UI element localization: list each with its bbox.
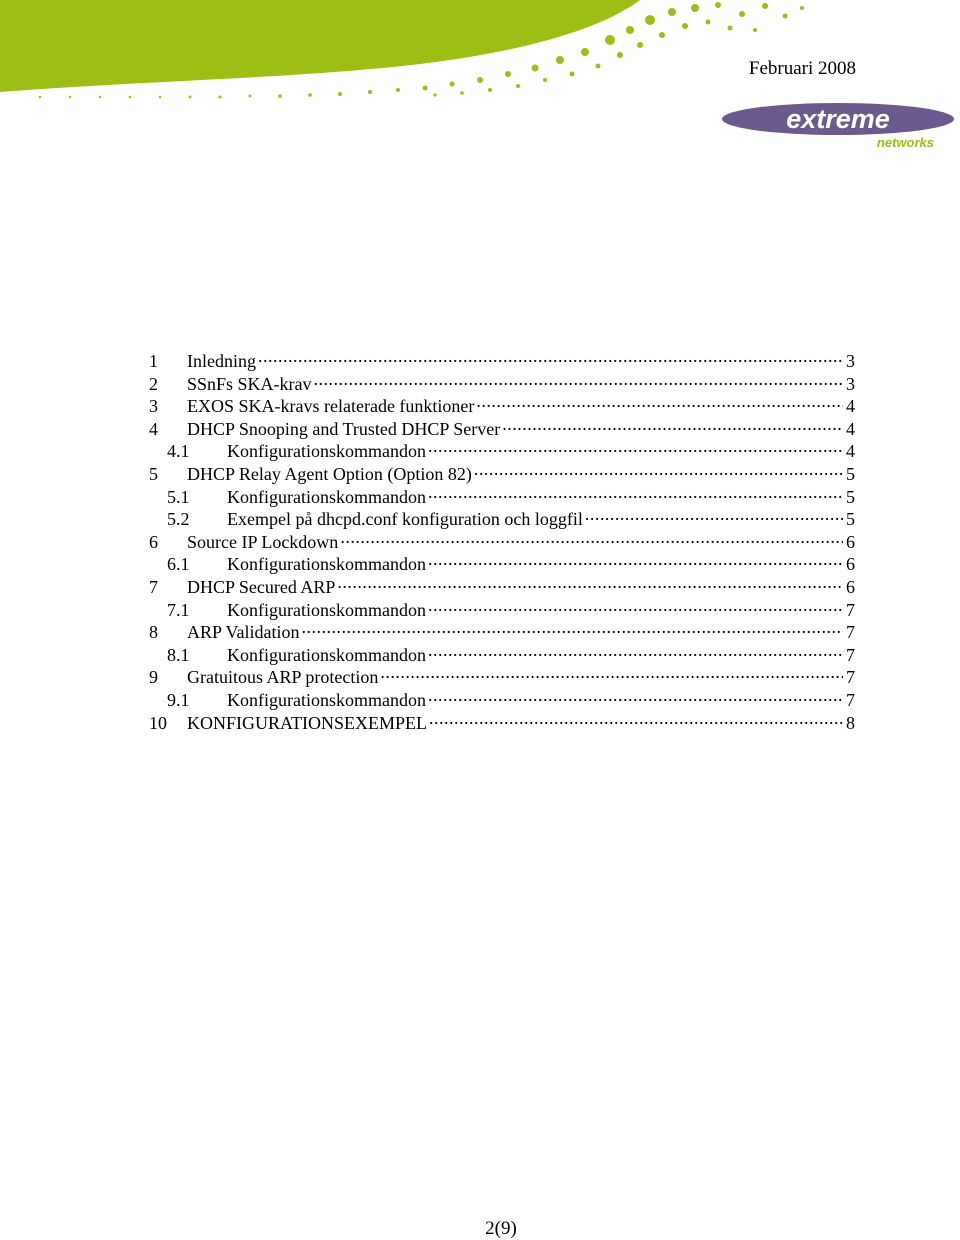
- toc-entry-page: 5: [846, 509, 855, 530]
- toc-entry-page: 4: [846, 396, 855, 417]
- extreme-networks-logo: [722, 95, 960, 153]
- toc-entry-number: 6: [149, 531, 158, 552]
- toc-entry-page: 8: [846, 712, 855, 733]
- toc-entry-page: 7: [846, 599, 855, 620]
- table-of-contents: [149, 345, 855, 733]
- toc-entry-title: Konfigurationskommandon: [227, 689, 426, 710]
- toc-entry-number: 5: [149, 463, 158, 484]
- toc-entry-number: 8.1: [167, 644, 190, 665]
- toc-entry-page: 6: [846, 531, 855, 552]
- toc-entry-page: 4: [846, 441, 855, 462]
- toc-dot-leader: [476, 390, 843, 412]
- toc-entry-title: DHCP Relay Agent Option (Option 82): [187, 463, 472, 484]
- toc-dot-leader: [380, 661, 843, 683]
- toc-dot-leader: [428, 639, 843, 661]
- toc-entry-title: Konfigurationskommandon: [227, 599, 426, 620]
- page-number: 2(9): [485, 1218, 517, 1239]
- toc-entry-title: EXOS SKA-kravs relaterade funktioner: [187, 396, 475, 417]
- toc-entry-number: 4.1: [167, 441, 190, 462]
- toc-entry-title: DHCP Snooping and Trusted DHCP Server: [187, 418, 501, 439]
- toc-entry-number: 5.1: [167, 486, 190, 507]
- header-date: Februari 2008: [748, 58, 856, 79]
- toc-dot-leader: [474, 458, 843, 480]
- toc-dot-leader: [258, 345, 843, 367]
- toc-entry-title: Exempel på dhcpd.conf konfiguration och loggfil: [227, 509, 583, 530]
- toc-dot-leader: [302, 616, 843, 638]
- toc-entry-page: 5: [846, 486, 855, 507]
- logo-wordmark-bottom: networks: [876, 135, 934, 150]
- toc-dot-leader: [428, 435, 843, 457]
- toc-entry-number: 8: [149, 622, 158, 643]
- toc-entry-number: 5.2: [167, 509, 190, 530]
- toc-dot-leader: [314, 368, 843, 390]
- toc-entry-page: 6: [846, 554, 855, 575]
- toc-entry-page: 5: [846, 463, 855, 484]
- toc-entry-title: KONFIGURATIONSEXEMPEL: [187, 712, 428, 733]
- toc-entry-title: Konfigurationskommandon: [227, 441, 426, 462]
- toc-entry-page: 3: [846, 351, 855, 371]
- toc-dot-leader: [340, 526, 843, 548]
- toc-entry-title: ARP Validation: [187, 622, 300, 643]
- green-swoosh: [0, 0, 640, 92]
- toc-dot-leader: [428, 548, 843, 570]
- toc-dot-leader: [428, 481, 843, 503]
- toc-entry-title: Konfigurationskommandon: [227, 554, 426, 575]
- toc-entry-title: Konfigurationskommandon: [227, 644, 426, 665]
- toc-dot-leader: [428, 594, 843, 616]
- toc-entry-title: Gratuitous ARP protection: [187, 667, 379, 688]
- toc-entry-number: 7.1: [167, 599, 190, 620]
- toc-entry-number: 10: [149, 712, 167, 733]
- toc-entry-title: Inledning: [187, 351, 256, 371]
- toc-dot-leader: [502, 413, 843, 435]
- toc-entry-number: 9.1: [167, 689, 190, 710]
- toc-entry-title: Konfigurationskommandon: [227, 486, 426, 507]
- toc-entry-page: 3: [846, 373, 855, 394]
- toc-entry[interactable]: [149, 345, 855, 371]
- toc-entry-number: 7: [149, 576, 158, 597]
- toc-dot-leader: [337, 571, 843, 593]
- toc-entry-number: 6.1: [167, 554, 190, 575]
- logo-wordmark-top: extreme: [786, 104, 890, 134]
- toc-dot-leader: [585, 503, 843, 525]
- toc-entry-page: 6: [846, 576, 855, 597]
- toc-dot-leader: [428, 684, 843, 706]
- toc-entry-number: 9: [149, 667, 158, 688]
- toc-entry-page: 7: [846, 644, 855, 665]
- toc-entry-number: 3: [149, 396, 158, 417]
- toc-entry-page: 7: [846, 622, 855, 643]
- toc-entry-number: 1: [149, 351, 158, 371]
- toc-entry-title: DHCP Secured ARP: [187, 576, 336, 597]
- toc-entry-page: 4: [846, 418, 855, 439]
- toc-entry-title: SSnFs SKA-krav: [187, 373, 312, 394]
- toc-entry-page: 7: [846, 667, 855, 688]
- toc-entry-number: 2: [149, 373, 158, 394]
- toc-dot-leader: [429, 707, 843, 729]
- toc-entry-page: 7: [846, 689, 855, 710]
- header-banner: [0, 0, 820, 100]
- toc-entry-title: Source IP Lockdown: [187, 531, 339, 552]
- toc-entry-number: 4: [149, 418, 158, 439]
